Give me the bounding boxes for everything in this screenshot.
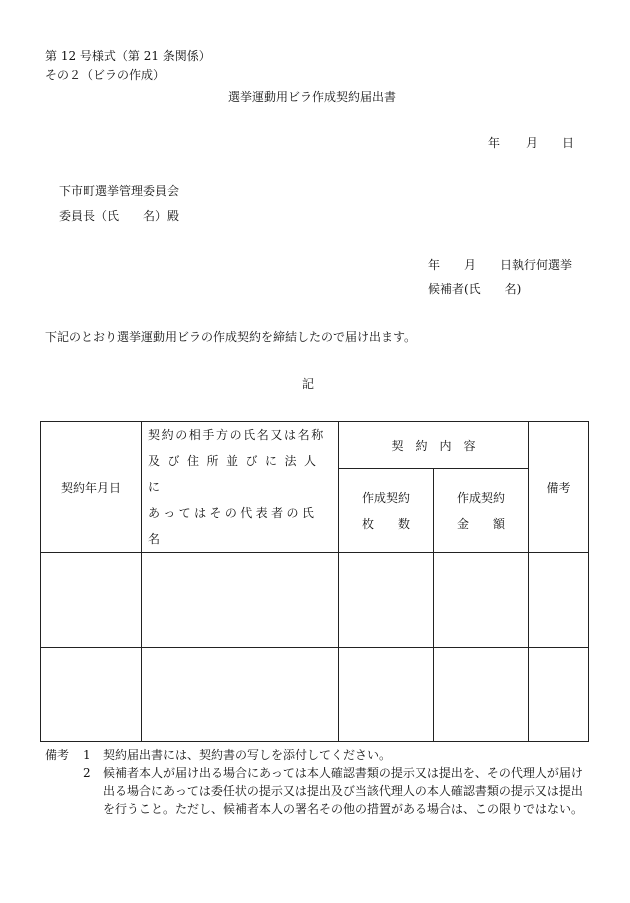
table-row <box>41 553 589 648</box>
table-row <box>41 648 589 742</box>
recipient-committee: 下市町選挙管理委員会 <box>59 184 180 198</box>
cell-party[interactable] <box>142 553 339 648</box>
form-subtitle: その２（ビラの作成） <box>45 68 166 82</box>
header-party <box>142 422 339 553</box>
amount-line-1: 作成契約 <box>457 490 506 505</box>
note-text: 候補者本人が届け出る場合にあっては本人確認書類の提示又は提出を、その代理人が届け出る場合にあっては委任状の提示又は提出及び当該代理人の本人確認書類の提示又は提出を行うこと。ただし、候補者本人の署名その他の措置がある場合は、この限りではない。 <box>103 766 584 816</box>
cell-date[interactable] <box>41 553 142 648</box>
cell-remarks[interactable] <box>529 553 589 648</box>
notes-label: 備考 <box>45 748 70 762</box>
note-number: 1 <box>83 748 91 762</box>
election-line: 年 月 日執行何選挙 <box>428 258 573 272</box>
cell-count[interactable] <box>339 648 434 742</box>
body-text: 下記のとおり選挙運動用ビラの作成契約を締結したので届け出ます。 <box>45 330 417 344</box>
party-line-3: あってはその代表者の氏名 <box>148 506 318 546</box>
header-remarks: 備考 <box>529 422 589 553</box>
notes-section <box>45 746 590 818</box>
cell-count[interactable] <box>339 553 434 648</box>
amount-line-2: 金 額 <box>457 516 506 531</box>
document-title: 選挙運動用ビラ作成契約届出書 <box>228 90 397 104</box>
table-header-row <box>41 422 589 469</box>
note-text: 契約届出書には、契約書の写しを添付してください。 <box>103 748 392 762</box>
cell-amount[interactable] <box>434 553 529 648</box>
candidate-line: 候補者(氏 名) <box>428 282 522 296</box>
cell-amount[interactable] <box>434 648 529 742</box>
contract-table <box>40 421 589 742</box>
header-amount <box>434 469 529 553</box>
cell-date[interactable] <box>41 648 142 742</box>
header-count <box>339 469 434 553</box>
date-day: 日 <box>562 136 575 150</box>
count-line-1: 作成契約 <box>361 490 410 505</box>
header-contract-date: 契約年月日 <box>41 422 142 553</box>
count-line-2: 枚 数 <box>361 516 410 531</box>
party-line-1: 契約の相手方の氏名又は名称 <box>148 428 325 442</box>
recipient-chairman: 委員長（氏 名）殿 <box>59 209 180 223</box>
party-line-2: 及び住所並びに法人に <box>148 454 324 494</box>
form-number: 第 12 号様式（第 21 条関係） <box>45 49 211 63</box>
cell-remarks[interactable] <box>529 648 589 742</box>
date-month: 月 <box>526 136 539 150</box>
note-item <box>45 746 590 764</box>
header-contract-content: 契 約 内 容 <box>339 422 529 469</box>
note-number: 2 <box>83 766 91 780</box>
note-item <box>45 764 590 818</box>
ki-mark: 記 <box>302 377 315 391</box>
cell-party[interactable] <box>142 648 339 742</box>
date-year: 年 <box>488 136 501 150</box>
